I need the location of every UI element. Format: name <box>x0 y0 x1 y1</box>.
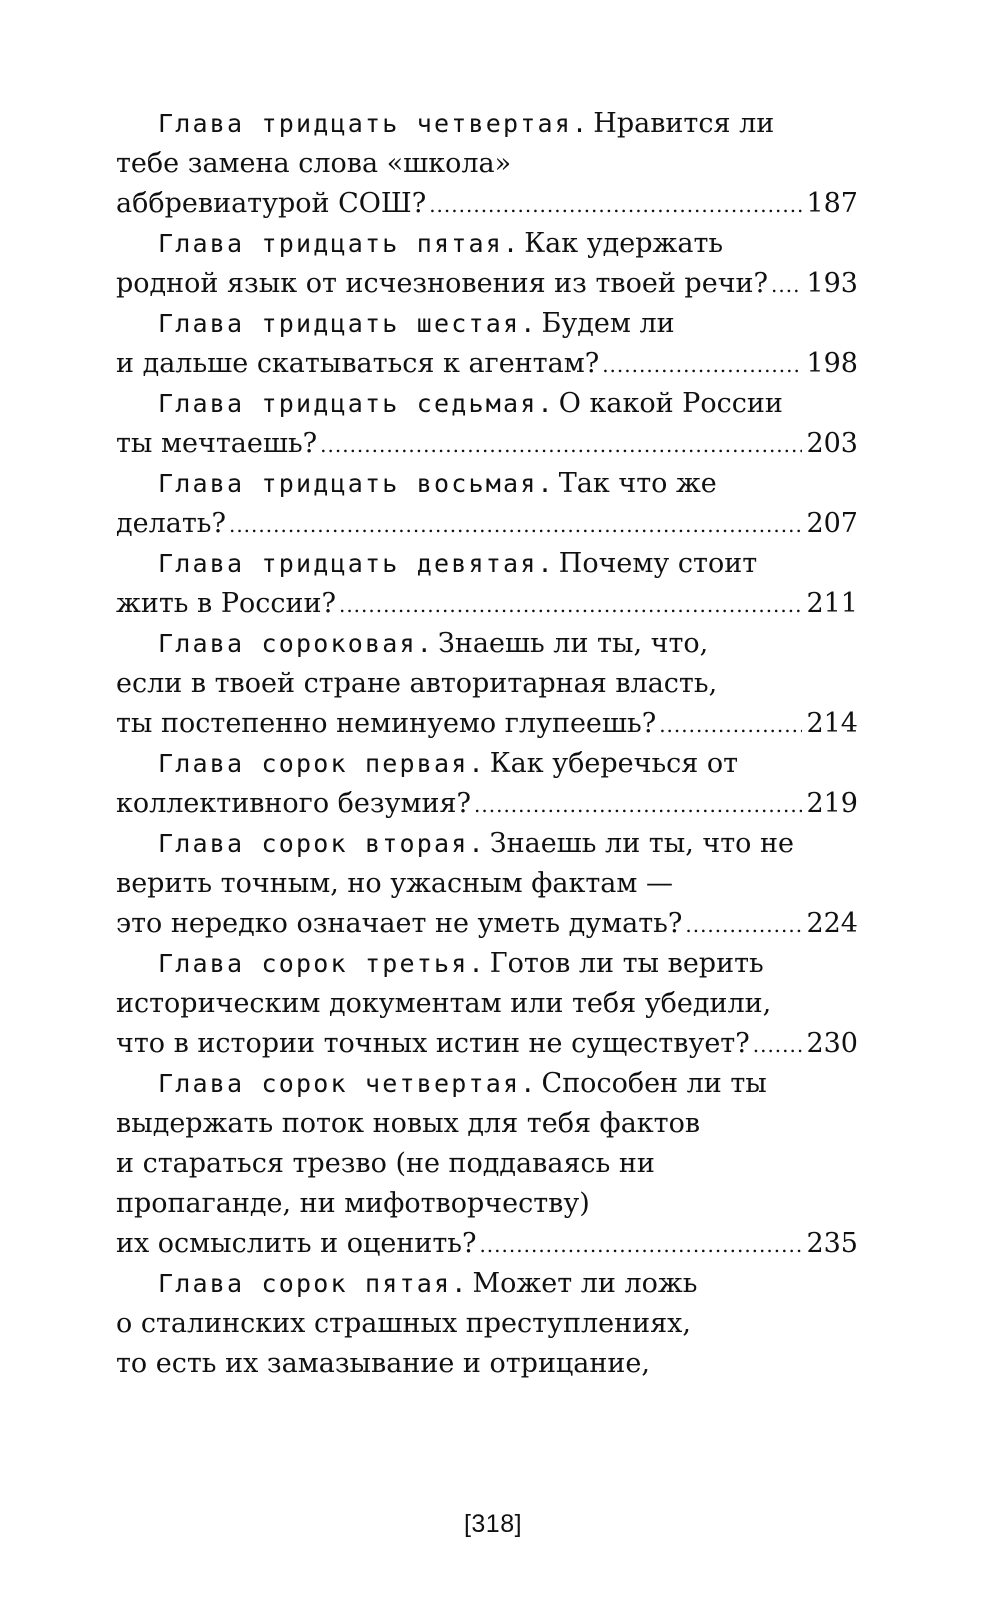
toc-entry-line <box>116 1304 858 1344</box>
chapter-label: Глава сорок четвертая. <box>158 1069 538 1098</box>
toc-entry-text-wrap <box>116 1024 750 1064</box>
chapter-label: Глава тридцать седьмая. <box>158 389 555 418</box>
page-number: [318] <box>463 1510 523 1538</box>
toc-entry-text-wrap <box>158 628 708 659</box>
chapter-label: Глава тридцать шестая. <box>158 309 538 338</box>
toc-page-number: 187 <box>806 188 858 219</box>
chapter-title-text: коллективного безумия? <box>116 788 472 819</box>
toc-entry <box>116 744 858 824</box>
chapter-title-text: делать? <box>116 508 226 539</box>
chapter-title-text: Как уберечься от <box>489 748 739 779</box>
toc-entry-line <box>116 864 858 904</box>
toc-entry-first-line <box>116 224 858 264</box>
toc-entry-text-wrap <box>116 584 336 624</box>
dot-leader <box>320 425 802 465</box>
chapter-title-text: родной язык от исчезновения из твоей речи? <box>116 268 769 299</box>
toc-entry-text-wrap <box>116 184 426 224</box>
dot-leader <box>685 905 802 945</box>
chapter-title-text: Знаешь ли ты, что, <box>438 628 709 659</box>
toc-page-number: 211 <box>806 588 858 619</box>
toc-entry-line <box>116 664 858 704</box>
toc-entry-first-line <box>116 104 858 144</box>
chapter-label: Глава сороковая. <box>158 629 435 658</box>
toc-entry-first-line <box>116 1064 858 1104</box>
toc-entry-text-wrap <box>116 988 771 1019</box>
toc-entry-first-line <box>116 744 858 784</box>
chapter-title-text: верить точным, но ужасным фактам — <box>116 868 673 899</box>
toc-entry-last-line <box>116 504 858 544</box>
chapter-label: Глава тридцать восьмая. <box>158 469 555 498</box>
chapter-title-text: Нравится ли <box>593 108 775 139</box>
toc-entry-last-line <box>116 784 858 824</box>
toc-entry-first-line <box>116 464 858 504</box>
chapter-title-text: и стараться трезво (не поддаваясь ни <box>116 1148 655 1179</box>
chapter-label: Глава сорок первая. <box>158 749 486 778</box>
toc-entry-text-wrap <box>116 424 317 464</box>
dot-leader <box>474 785 802 825</box>
chapter-title-text: историческим документам или тебя убедили, <box>116 988 772 1019</box>
toc-entry-text-wrap <box>116 704 656 744</box>
chapter-title-text: Способен ли ты <box>541 1068 767 1099</box>
chapter-title-text: Может ли ложь <box>472 1268 698 1299</box>
dot-leader <box>659 705 802 745</box>
toc-entry-text-wrap <box>158 108 774 139</box>
toc-page-number: 207 <box>806 508 858 539</box>
chapter-label: Глава сорок вторая. <box>158 829 486 858</box>
toc-page-number: 230 <box>806 1028 858 1059</box>
toc-entry-text-wrap <box>116 668 717 699</box>
toc-entry <box>116 304 858 384</box>
toc-entry-last-line <box>116 704 858 744</box>
toc-entry-first-line <box>116 304 858 344</box>
chapter-title-text: что в истории точных истин не существует? <box>116 1028 750 1059</box>
chapter-title-text: пропаганде, ни мифотворчеству) <box>116 1188 590 1219</box>
toc-entry-first-line <box>116 544 858 584</box>
toc-entry-last-line <box>116 344 858 384</box>
toc-entry-first-line <box>116 624 858 664</box>
toc-page-number: 219 <box>806 788 858 819</box>
toc-entry-text-wrap <box>116 1308 691 1339</box>
toc-entry <box>116 824 858 944</box>
chapter-label: Глава тридцать четвертая. <box>158 109 590 138</box>
toc-entry-last-line <box>116 264 858 304</box>
toc-page-number: 198 <box>806 348 858 379</box>
toc-entry <box>116 464 858 544</box>
toc-entry-text-wrap <box>158 468 717 499</box>
toc-entry-text-wrap <box>116 1348 650 1379</box>
chapter-title-text: и дальше скатываться к агентам? <box>116 348 600 379</box>
toc-entry-text-wrap <box>158 828 794 859</box>
toc-entry <box>116 224 858 304</box>
chapter-label: Глава тридцать пятая. <box>158 229 521 258</box>
toc-entry-text-wrap <box>158 308 675 339</box>
toc-entry-text-wrap <box>158 388 783 419</box>
toc-entry-text-wrap <box>116 1188 590 1219</box>
toc-entry-line <box>116 984 858 1024</box>
toc-entry <box>116 944 858 1064</box>
dot-leader <box>771 265 802 305</box>
toc-entry-last-line <box>116 184 858 224</box>
dot-leader <box>429 185 802 225</box>
toc-entry-text-wrap <box>116 784 471 824</box>
chapter-title-text: Будем ли <box>541 308 675 339</box>
toc-entry-line <box>116 1104 858 1144</box>
dot-leader <box>339 585 802 625</box>
toc-entry-text-wrap <box>158 228 723 259</box>
toc-entry-last-line <box>116 1224 858 1264</box>
toc-entry-line <box>116 1144 858 1184</box>
toc-entry-last-line <box>116 584 858 624</box>
toc-entry-text-wrap <box>116 868 673 899</box>
toc-entry-line <box>116 1344 858 1384</box>
toc-entry-text-wrap <box>116 1148 655 1179</box>
toc-entry-text-wrap <box>158 948 764 979</box>
chapter-title-text: Почему стоит <box>558 548 758 579</box>
toc-entry <box>116 1264 858 1384</box>
chapter-title-text: аббревиатурой СОШ? <box>116 188 427 219</box>
toc-entry-first-line <box>116 1264 858 1304</box>
chapter-title-text: их осмыслить и оценить? <box>116 1228 477 1259</box>
toc-entry <box>116 624 858 744</box>
toc-entry-first-line <box>116 384 858 424</box>
chapter-title-text: ты постепенно неминуемо глупеешь? <box>116 708 657 739</box>
toc-entry-text-wrap <box>158 548 757 579</box>
toc-entry-last-line <box>116 904 858 944</box>
table-of-contents <box>116 104 858 1384</box>
toc-entry-text-wrap <box>116 264 768 304</box>
toc-entry <box>116 544 858 624</box>
chapter-label: Глава сорок третья. <box>158 949 486 978</box>
chapter-title-text: Как удержать <box>524 228 724 259</box>
toc-page-number: 203 <box>806 428 858 459</box>
chapter-title-text: то есть их замазывание и отрицание, <box>116 1348 650 1379</box>
toc-entry-text-wrap <box>116 1108 700 1139</box>
chapter-title-text: О какой России <box>558 388 783 419</box>
toc-page-number: 224 <box>806 908 858 939</box>
chapter-title-text: Знаешь ли ты, что не <box>489 828 794 859</box>
chapter-title-text: Готов ли ты верить <box>489 948 764 979</box>
toc-entry-text-wrap <box>158 1268 697 1299</box>
toc-page-number: 193 <box>806 268 858 299</box>
chapter-title-text: жить в России? <box>116 588 336 619</box>
toc-entry-text-wrap <box>116 148 511 179</box>
chapter-title-text: выдержать поток новых для тебя фактов <box>116 1108 701 1139</box>
toc-entry-line <box>116 1184 858 1224</box>
chapter-title-text: Так что же <box>558 468 717 499</box>
chapter-title-text: ты мечтаешь? <box>116 428 318 459</box>
toc-entry-text-wrap <box>116 504 226 544</box>
toc-page-number: 214 <box>806 708 858 739</box>
dot-leader <box>479 1225 802 1265</box>
dot-leader <box>602 345 802 385</box>
chapter-label: Глава сорок пятая. <box>158 1269 469 1298</box>
toc-entry-text-wrap <box>158 1068 767 1099</box>
chapter-title-text: это нередко означает не уметь думать? <box>116 908 683 939</box>
toc-page-number: 235 <box>806 1228 858 1259</box>
toc-entry <box>116 384 858 464</box>
chapter-title-text: тебе замена слова «школа» <box>116 148 512 179</box>
toc-entry-text-wrap <box>116 344 599 384</box>
toc-entry <box>116 1064 858 1264</box>
dot-leader <box>229 505 802 545</box>
toc-entry <box>116 104 858 224</box>
dot-leader <box>753 1025 803 1065</box>
toc-entry-text-wrap <box>116 1224 476 1264</box>
toc-entry-last-line <box>116 424 858 464</box>
toc-entry-line <box>116 144 858 184</box>
chapter-title-text: если в твоей стране авторитарная власть, <box>116 668 718 699</box>
chapter-label: Глава тридцать девятая. <box>158 549 555 578</box>
toc-entry-text-wrap <box>158 748 738 779</box>
chapter-title-text: о сталинских страшных преступлениях, <box>116 1308 691 1339</box>
toc-entry-first-line <box>116 944 858 984</box>
toc-entry-first-line <box>116 824 858 864</box>
toc-entry-last-line <box>116 1024 858 1064</box>
toc-entry-text-wrap <box>116 904 682 944</box>
